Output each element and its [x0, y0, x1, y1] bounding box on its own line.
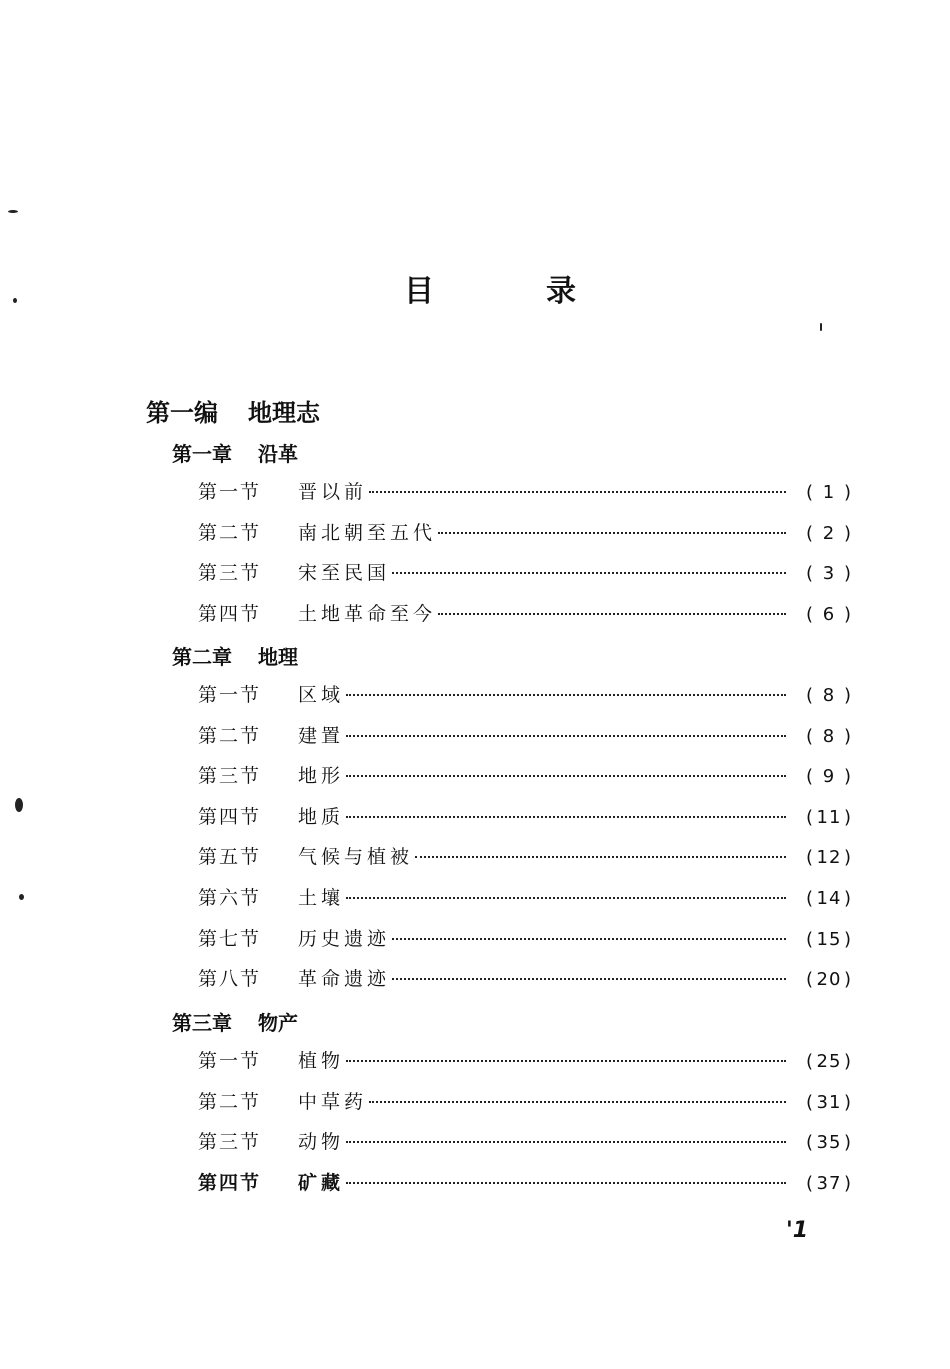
dot-leader [369, 491, 786, 493]
section-name: 宋至民国 [298, 562, 391, 585]
toc-entry[interactable] [172, 1163, 852, 1204]
page-number: ( 11 ) [805, 806, 852, 828]
page-number: ( 15 ) [805, 928, 852, 950]
toc-entry[interactable] [172, 553, 852, 594]
dot-leader [346, 1060, 786, 1062]
section-label: 第四节 [198, 602, 262, 625]
scan-speck [820, 323, 822, 331]
dot-leader [438, 532, 786, 534]
section-label: 第八节 [198, 968, 262, 991]
toc-entry[interactable] [172, 959, 852, 1000]
part-heading [146, 393, 320, 428]
toc-entry[interactable] [172, 716, 852, 757]
toc-entry[interactable] [172, 919, 852, 960]
page-number: ( 3 ) [805, 563, 852, 585]
section-label: 第二节 [198, 1090, 262, 1113]
section-label: 第二节 [198, 724, 262, 747]
toc-title-char-2: 录 [546, 274, 576, 309]
dot-leader [438, 613, 786, 615]
section-label: 第三节 [198, 562, 262, 585]
chapter-name: 物产 [258, 1011, 298, 1035]
toc-entry[interactable] [172, 594, 852, 635]
scan-speck [13, 298, 17, 303]
chapter-2 [172, 639, 852, 1000]
page-number: ( 8 ) [805, 725, 852, 747]
dot-leader [346, 897, 786, 899]
scan-speck [19, 894, 24, 900]
section-name: 矿藏 [298, 1171, 345, 1194]
section-name: 革命遗迹 [298, 968, 391, 991]
page-number: ( 35 ) [805, 1132, 852, 1154]
section-name: 区域 [298, 684, 345, 706]
section-label: 第七节 [198, 927, 262, 950]
section-name: 南北朝至五代 [298, 521, 437, 544]
scan-speck [8, 210, 18, 213]
section-name: 地形 [298, 765, 345, 788]
section-name: 土地革命至今 [298, 602, 437, 625]
page-number: ( 20 ) [805, 969, 852, 991]
dot-leader [346, 775, 786, 777]
section-label: 第一节 [198, 481, 262, 503]
chapter-name: 地理 [258, 645, 298, 669]
section-name: 晋以前 [298, 481, 368, 503]
chapter-label: 第一章 [172, 442, 232, 466]
page-number: ( 25 ) [805, 1051, 852, 1072]
dot-leader [392, 978, 786, 980]
section-label: 第二节 [198, 521, 262, 544]
section-name: 土壤 [298, 886, 345, 909]
dot-leader [392, 572, 786, 574]
toc-title-char-1: 目 [404, 274, 434, 309]
section-name: 气候与植被 [298, 846, 414, 869]
section-name: 动物 [298, 1131, 345, 1154]
toc-entry[interactable] [172, 797, 852, 838]
toc-entry[interactable] [172, 837, 852, 878]
chapter-heading [172, 1005, 852, 1041]
dot-leader [392, 938, 786, 940]
chapter-1 [172, 436, 852, 634]
dot-leader [346, 816, 786, 818]
section-label: 第三节 [198, 765, 262, 788]
chapter-heading [172, 639, 852, 675]
section-list [172, 675, 852, 1000]
dot-leader [346, 735, 786, 737]
section-label: 第五节 [198, 846, 262, 869]
dot-leader [415, 856, 786, 858]
page-number: ( 6 ) [805, 603, 852, 625]
page-number: ( 14 ) [805, 887, 852, 909]
dot-leader [346, 1141, 786, 1143]
page-number: ( 9 ) [805, 766, 852, 788]
page-number: ( 12 ) [805, 847, 852, 869]
toc-entry[interactable] [172, 756, 852, 797]
page-number: ( 2 ) [805, 522, 852, 544]
section-name: 建置 [298, 724, 345, 747]
toc-title [404, 266, 576, 310]
section-name: 历史遗迹 [298, 927, 391, 950]
page-number: ( 1 ) [805, 482, 852, 503]
toc-entry[interactable] [172, 513, 852, 554]
section-name: 植物 [298, 1050, 345, 1072]
section-label: 第一节 [198, 1050, 262, 1072]
part-name: 地理志 [248, 398, 320, 427]
section-name: 地质 [298, 805, 345, 828]
section-label: 第四节 [198, 805, 262, 828]
chapter-name: 沿革 [258, 442, 298, 466]
dot-leader [346, 694, 786, 696]
section-label: 第四节 [198, 1171, 262, 1194]
section-list [172, 472, 852, 634]
page-number: ( 37 ) [805, 1172, 852, 1194]
toc-entry[interactable] [172, 675, 852, 716]
toc-entry[interactable] [172, 1041, 852, 1082]
section-label: 第三节 [198, 1131, 262, 1154]
section-name: 中草药 [298, 1090, 368, 1113]
toc-entry[interactable] [172, 1082, 852, 1123]
chapter-label: 第二章 [172, 645, 232, 669]
section-list [172, 1041, 852, 1203]
scan-speck [15, 798, 23, 812]
chapter-label: 第三章 [172, 1011, 232, 1035]
section-label: 第一节 [198, 684, 262, 706]
dot-leader [346, 1182, 786, 1184]
page-number: ( 8 ) [805, 685, 852, 706]
page-number: ( 31 ) [805, 1091, 852, 1113]
page-folio: '1 [786, 1218, 809, 1243]
toc-entry[interactable] [172, 878, 852, 919]
toc-entry[interactable] [172, 1122, 852, 1163]
part-label: 第一编 [146, 398, 218, 427]
chapter-3 [172, 1005, 852, 1203]
chapter-heading [172, 436, 852, 472]
dot-leader [369, 1101, 786, 1103]
section-label: 第六节 [198, 886, 262, 909]
toc-entry[interactable] [172, 472, 852, 513]
